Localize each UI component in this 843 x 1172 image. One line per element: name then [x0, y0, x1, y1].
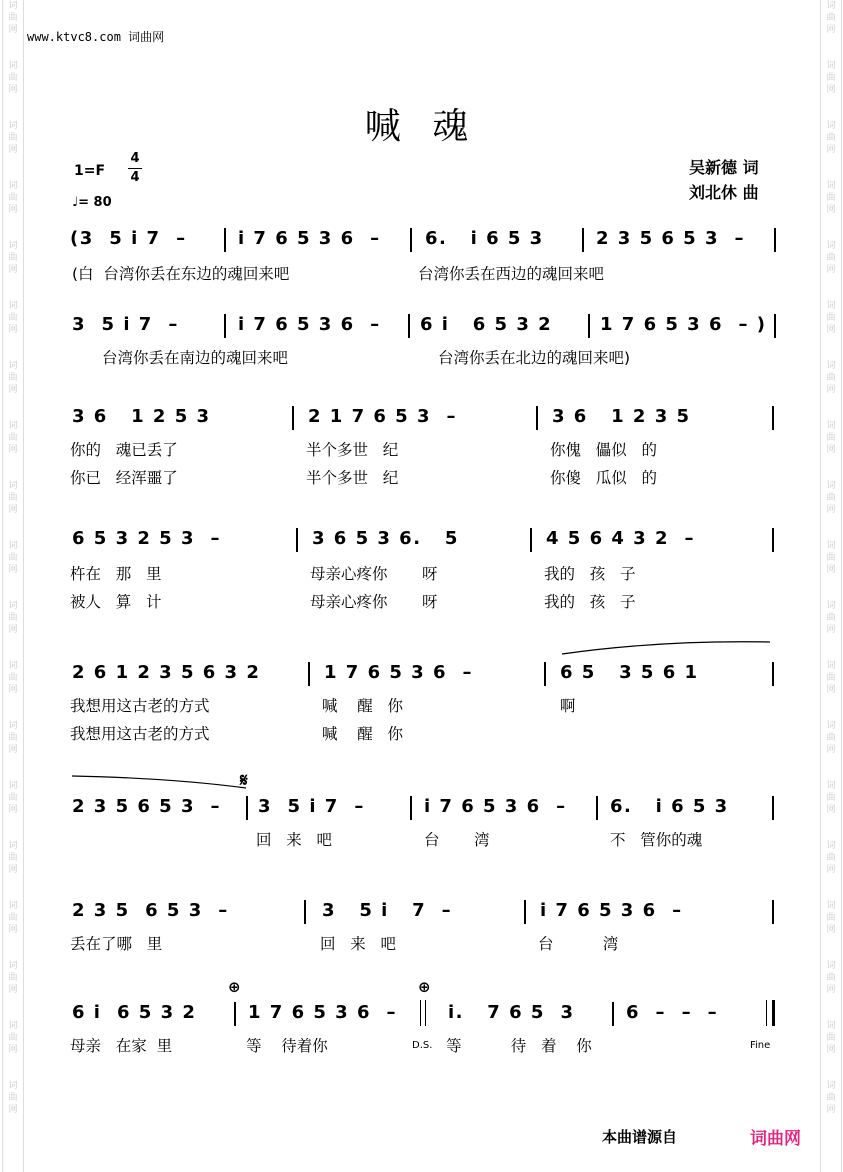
- watermark-mark: 词 曲 网: [826, 1081, 836, 1115]
- lyric: 杵在 那 里: [70, 565, 162, 583]
- lyric: 你傀 儡似 的: [550, 441, 658, 459]
- lyric: 你已 经浑噩了: [70, 469, 178, 487]
- lyric: 回 来 吧: [320, 935, 397, 953]
- watermark-mark: 词 曲 网: [8, 241, 18, 275]
- watermark-mark: 词 曲 网: [826, 241, 836, 275]
- measure: 3 6 1 2 3 5: [552, 406, 691, 427]
- watermark-mark: 词 曲 网: [826, 541, 836, 575]
- watermark-mark: 词 曲 网: [8, 481, 18, 515]
- measure: i. 7 6 5 3: [448, 1002, 575, 1023]
- watermark-mark: 词 曲 网: [826, 61, 836, 95]
- watermark-mark: 词 曲 网: [8, 541, 18, 575]
- watermark-mark: 词 曲 网: [8, 1081, 18, 1115]
- lyric: 我想用这古老的方式: [70, 697, 210, 715]
- barline: [772, 662, 774, 686]
- barline: [408, 314, 410, 338]
- watermark-mark: 词 曲 网: [8, 721, 18, 755]
- measure: 6 – – –: [626, 1002, 719, 1023]
- song-title: 喊 魂: [364, 106, 479, 147]
- watermark-mark: 词 曲 网: [8, 901, 18, 935]
- watermark-mark: 词 曲 网: [826, 661, 836, 695]
- measure: 1 7 6 5 3 6 –: [248, 1002, 398, 1023]
- watermark-mark: 词 曲 网: [826, 181, 836, 215]
- measure: 3 5 i 7 –: [322, 900, 453, 921]
- lyric: 台湾你丢在西边的魂回来吧: [418, 265, 605, 283]
- measure: i 7 6 5 3 6 –: [238, 228, 381, 249]
- coda-sign: ⊕: [228, 978, 241, 996]
- left-watermark-strip: [2, 0, 24, 1172]
- barline: [410, 228, 412, 252]
- measure: 3 5 i 7 –: [72, 314, 179, 335]
- barline: [224, 228, 226, 252]
- site-url: www.ktvc8.com 词曲网: [27, 30, 165, 44]
- lyric: (白 台湾你丢在东边的魂回来吧: [72, 265, 290, 283]
- watermark-mark: 词 曲 网: [8, 301, 18, 335]
- measure: i 7 6 5 3 6 –: [238, 314, 381, 335]
- tempo-marking: ♩= 80: [72, 195, 112, 210]
- barline: [292, 406, 294, 430]
- measure: 2 1 7 6 5 3 –: [308, 406, 458, 427]
- barline: [234, 1002, 236, 1026]
- watermark-mark: 词 曲 网: [826, 1021, 836, 1055]
- watermark-mark: 词 曲 网: [8, 841, 18, 875]
- watermark-mark: 词 曲 网: [826, 721, 836, 755]
- watermark-mark: 词 曲 网: [826, 121, 836, 155]
- barline: [296, 528, 298, 552]
- measure: 3 5 i 7 –: [258, 796, 365, 817]
- watermark-mark: 词 曲 网: [826, 301, 836, 335]
- barline: [582, 228, 584, 252]
- watermark-mark: 词 曲 网: [826, 1, 836, 35]
- lyric: 被人 算 计: [70, 593, 162, 611]
- barline: [530, 528, 532, 552]
- watermark-mark: 词 曲 网: [8, 1, 18, 35]
- tie-arc: [70, 772, 250, 790]
- measure: 3 6 5 3 6. 5: [312, 528, 459, 549]
- barline: [588, 314, 590, 338]
- repeat-barline: [420, 1000, 426, 1026]
- barline: [224, 314, 226, 338]
- lyric: 台湾你丢在南边的魂回来吧: [102, 349, 289, 367]
- measure: (3 5 i 7 –: [70, 228, 187, 249]
- footer-source-text: 本曲谱源自: [602, 1128, 678, 1146]
- barline: [246, 796, 248, 820]
- measure: 4 5 6 4 3 2 –: [546, 528, 696, 549]
- lyric: 我想用这古老的方式: [70, 725, 210, 743]
- lyric: 母亲 在家 里: [70, 1037, 173, 1055]
- lyric: 台 湾: [538, 935, 619, 953]
- barline: [544, 662, 546, 686]
- watermark-mark: 词 曲 网: [826, 841, 836, 875]
- tie-arc: [560, 636, 772, 656]
- barline: [772, 796, 774, 820]
- watermark-mark: 词 曲 网: [8, 421, 18, 455]
- barline: [774, 228, 776, 252]
- lyric: 我的 孩 子: [544, 565, 636, 583]
- measure: 6. i 6 5 3: [610, 796, 729, 817]
- watermark-mark: 词 曲 网: [8, 601, 18, 635]
- measure: 3 6 1 2 5 3: [72, 406, 211, 427]
- lyric: 丢在了哪 里: [70, 935, 163, 953]
- lyric: 半个多世 纪: [306, 469, 399, 487]
- lyric: 喊 醒 你: [322, 697, 403, 715]
- watermark-mark: 词 曲 网: [8, 661, 18, 695]
- watermark-mark: 词 曲 网: [8, 121, 18, 155]
- watermark-mark: 词 曲 网: [8, 1021, 18, 1055]
- watermark-mark: 词 曲 网: [826, 961, 836, 995]
- fine-marking: Fine: [750, 1040, 771, 1051]
- barline: [304, 900, 306, 924]
- watermark-mark: 词 曲 网: [8, 61, 18, 95]
- time-signature: 4 4: [128, 152, 142, 185]
- lyric: 不 管你的魂: [610, 831, 703, 849]
- measure: 6 i 6 5 3 2: [420, 314, 553, 335]
- lyric: 你傻 瓜似 的: [550, 469, 658, 487]
- segno-sign: 𝄋: [240, 770, 248, 791]
- measure: 1 7 6 5 3 6 –: [324, 662, 474, 683]
- measure: i 7 6 5 3 6 –: [540, 900, 683, 921]
- measure: 1 7 6 5 3 6 – ): [600, 314, 767, 335]
- barline: [308, 662, 310, 686]
- measure: 6 5 3 5 6 1: [560, 662, 699, 683]
- right-watermark-strip: [820, 0, 842, 1172]
- measure: i 7 6 5 3 6 –: [424, 796, 567, 817]
- watermark-mark: 词 曲 网: [8, 961, 18, 995]
- lyric: 母亲心疼你 呀: [310, 565, 438, 583]
- watermark-mark: 词 曲 网: [826, 601, 836, 635]
- coda-sign: ⊕: [418, 978, 431, 996]
- watermark-mark: 词 曲 网: [826, 901, 836, 935]
- footer-site-logo[interactable]: 词曲网: [750, 1129, 801, 1149]
- measure: 6 i 6 5 3 2: [72, 1002, 197, 1023]
- watermark-mark: 词 曲 网: [826, 481, 836, 515]
- lyric: 等 待着你: [246, 1037, 328, 1055]
- watermark-mark: 词 曲 网: [826, 361, 836, 395]
- lyric: 啊: [560, 697, 576, 715]
- barline: [612, 1002, 614, 1026]
- barline: [596, 796, 598, 820]
- watermark-mark: 词 曲 网: [8, 781, 18, 815]
- watermark-mark: 词 曲 网: [8, 181, 18, 215]
- lyric: 你的 魂已丢了: [70, 441, 178, 459]
- measure: 6. i 6 5 3: [425, 228, 544, 249]
- watermark-mark: 词 曲 网: [826, 421, 836, 455]
- measure: 2 3 5 6 5 3 –: [596, 228, 746, 249]
- lyric: 台湾你丢在北边的魂回来吧): [438, 349, 631, 367]
- barline: [772, 406, 774, 430]
- barline: [772, 528, 774, 552]
- key-signature: 1=F: [74, 163, 106, 179]
- measure: 6 5 3 2 5 3 –: [72, 528, 222, 549]
- barline: [536, 406, 538, 430]
- measure: 2 3 5 6 5 3 –: [72, 796, 222, 817]
- lyric: 我的 孩 子: [544, 593, 636, 611]
- lyric: 母亲心疼你 呀: [310, 593, 438, 611]
- barline: [524, 900, 526, 924]
- final-barline: [766, 1000, 775, 1026]
- lyric: 等 待 着 你: [446, 1037, 592, 1055]
- ds-marking: D.S.: [412, 1040, 433, 1051]
- barline: [772, 900, 774, 924]
- watermark-mark: 词 曲 网: [826, 781, 836, 815]
- lyric: 回 来 吧: [256, 831, 333, 849]
- lyric: 台 湾: [424, 831, 490, 849]
- lyric: 半个多世 纪: [306, 441, 399, 459]
- composer: 刘北休 曲: [689, 183, 759, 202]
- measure: 2 3 5 6 5 3 –: [72, 900, 229, 921]
- lyric: 喊 醒 你: [322, 725, 403, 743]
- measure: 2 6 1 2 3 5 6 3 2: [72, 662, 261, 683]
- lyricist: 吴新德 词: [689, 158, 759, 177]
- barline: [410, 796, 412, 820]
- barline: [774, 314, 776, 338]
- watermark-mark: 词 曲 网: [8, 361, 18, 395]
